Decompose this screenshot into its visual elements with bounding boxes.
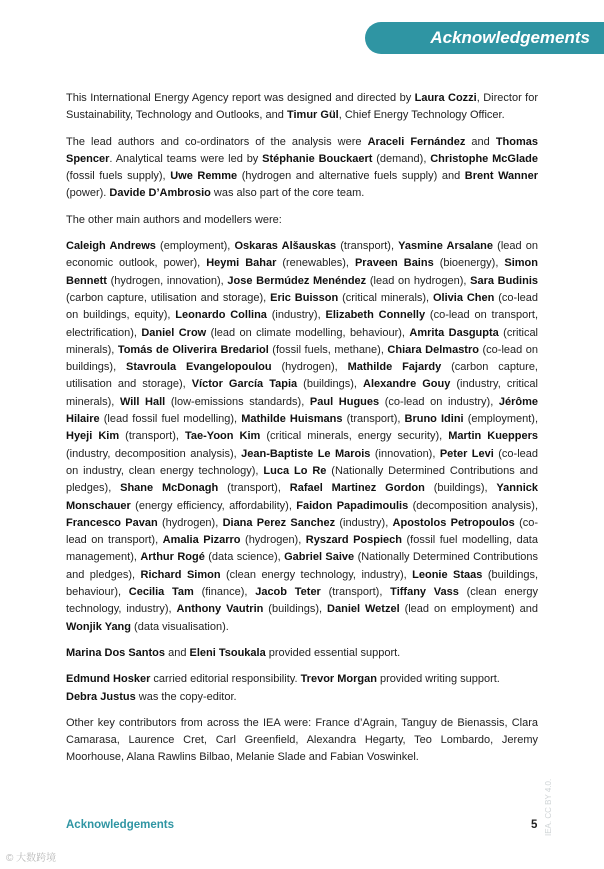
- author-role: (employment),: [463, 413, 539, 426]
- author-name: Mathilde Fajardy: [347, 361, 442, 374]
- author-name: Elizabeth Connelly: [325, 309, 426, 322]
- author-name: Amalia Pizarro: [162, 534, 241, 547]
- section-banner: [365, 22, 604, 54]
- author-role: (industry, critical minerals),: [66, 378, 538, 408]
- author-role: (critical minerals, energy security),: [260, 430, 449, 443]
- author-name: Daniel Wetzel: [327, 603, 400, 616]
- author-name: Francesco Pavan: [66, 516, 158, 529]
- author-name: Anthony Vautrin: [176, 603, 264, 616]
- author-role: (co-lead on transport, electrification),: [66, 309, 539, 339]
- author-name: Gabriel Saive: [284, 551, 355, 564]
- author-role: (innovation),: [370, 447, 440, 460]
- author-role: (hydrogen),: [271, 361, 348, 374]
- author-name: Paul Hugues: [309, 395, 380, 408]
- author-role: (fossil fuel modelling, data management),: [66, 534, 538, 564]
- author-name: Amrita Dasgupta: [409, 326, 499, 339]
- paragraph-support: Marina Dos Santos and Eleni Tsoukala provided essential support.: [66, 646, 401, 659]
- author-role: (critical minerals),: [66, 326, 539, 356]
- author-role: (low-emissions standards),: [165, 395, 310, 408]
- author-role: (transport),: [342, 413, 405, 426]
- author-name: Jean-Baptiste Le Marois: [241, 447, 371, 460]
- author-name: Jacob Teter: [255, 586, 321, 599]
- author-role: (co-lead on buildings),: [66, 343, 539, 374]
- license-text: IEA. CC BY 4.0.: [544, 778, 553, 836]
- author-name: Cecilia Tam: [128, 586, 194, 599]
- author-role: (decomposition analysis),: [408, 499, 539, 512]
- author-name: Jose Bermúdez Menéndez: [227, 274, 367, 287]
- paragraph-editorial: Edmund Hosker carried editorial responsibility. Trevor Morgan provided writing support. Debra Justus was the copy-editor.: [66, 673, 500, 703]
- paragraph-other-contributors: Other key contributors from across the IEA were: France d’Agrain, Tanguy de Bienassis, Clara Camarasa, Laurence Cret, Carl Greenfield, Alexandra Hegarty, Teo Lombardo, Jeremy Moorhouse, Alana Rawlins Bilbao, Melanie Slade and Fabian Voswinkel.: [66, 716, 538, 764]
- paragraph-lead-authors: The lead authors and co-ordinators of the analysis were Araceli Fernández and Thomas Spencer. Analytical teams were led by Stéphanie Bouckaert (demand), Christophe McGlade (fossil fuels supply), Uwe Remme (hydrogen and alternative fuels supply) and Brent Wanner (power). Davide D’Ambrosio was also part of the core team.: [66, 135, 539, 200]
- author-name: Caleigh Andrews: [66, 240, 156, 253]
- author-name: Rafael Martinez Gordon: [289, 482, 425, 495]
- author-name: Ryszard Pospiech: [305, 534, 402, 547]
- author-role: (buildings),: [263, 603, 328, 616]
- author-name: Praveen Bains: [354, 257, 434, 270]
- author-name: Oskaras Alšauskas: [234, 240, 337, 253]
- watermark: © 大数跨境: [6, 853, 57, 864]
- author-name: Mathilde Huismans: [241, 413, 343, 426]
- author-role: (buildings),: [297, 378, 363, 391]
- author-name: Martin Kueppers: [448, 430, 538, 443]
- author-role: (employment),: [155, 240, 235, 253]
- page-number: 5: [531, 819, 538, 831]
- author-name: Heymi Bahar: [206, 257, 277, 270]
- author-name: Tomás de Oliverira Bredariol: [117, 343, 269, 356]
- author-name: Víctor García Tapia: [191, 378, 298, 391]
- author-name: Tae-Yoon Kim: [185, 430, 261, 443]
- author-role: (buildings),: [424, 482, 497, 495]
- author-role: (industry),: [335, 516, 393, 529]
- author-name: Bruno Idini: [404, 413, 464, 426]
- author-role: (energy efficiency, affordability),: [130, 499, 297, 512]
- author-role: (co-lead on industry, clean energy technology),: [66, 447, 538, 477]
- author-role: (industry),: [266, 309, 326, 322]
- author-role: (lead on hydrogen),: [366, 274, 471, 287]
- author-name: Wonjik Yang: [66, 620, 131, 633]
- author-role: (renewables),: [276, 257, 355, 270]
- author-role: (lead on climate modelling, behaviour),: [206, 326, 410, 339]
- author-name: Yannick Monschauer: [66, 482, 538, 512]
- author-name: Hyeji Kim: [66, 430, 120, 443]
- author-name: Simon Bennett: [66, 257, 538, 287]
- author-name: Apostolos Petropoulos: [392, 516, 515, 529]
- author-role: (data visualisation).: [131, 620, 229, 633]
- author-name: Will Hall: [119, 395, 166, 408]
- author-name: Leonardo Collina: [175, 309, 267, 322]
- author-name: Eric Buisson: [270, 291, 339, 304]
- author-role: (transport),: [218, 482, 290, 495]
- author-role: (Nationally Determined Contributions and pledges),: [66, 464, 539, 495]
- author-name: Daniel Crow: [141, 326, 207, 339]
- author-name: Peter Levi: [439, 447, 494, 460]
- body-text: [66, 90, 538, 776]
- author-name: Leonie Staas: [412, 568, 483, 581]
- author-role: (hydrogen),: [240, 534, 306, 547]
- author-role: (co-lead on transport),: [66, 516, 539, 547]
- author-name: Tiffany Vass: [390, 586, 459, 599]
- author-name: Yasmine Arsalane: [398, 240, 494, 253]
- author-name: Olivia Chen: [433, 291, 495, 304]
- author-role: (clean energy technology, industry),: [66, 586, 538, 616]
- author-role: (bioenergy),: [433, 257, 505, 270]
- author-role: (co-lead on industry),: [379, 395, 499, 408]
- author-role: (data science),: [204, 551, 285, 564]
- author-name: Luca Lo Re: [263, 464, 327, 477]
- author-name: Shane McDonagh: [120, 482, 219, 495]
- author-role: (fossil fuels, methane),: [268, 343, 388, 356]
- author-name: Alexandre Gouy: [363, 378, 451, 391]
- paragraph-intro-authors: The other main authors and modellers were:: [66, 213, 282, 226]
- author-role: (buildings, behaviour),: [66, 568, 539, 599]
- author-role: (transport),: [320, 586, 391, 599]
- author-name: Arthur Rogé: [140, 551, 205, 564]
- author-role: (finance),: [193, 586, 256, 599]
- section-title: Acknowledgements: [430, 28, 590, 47]
- author-role: (lead on employment) and: [399, 603, 538, 616]
- author-role: (Nationally Determined Contributions and pledges),: [66, 551, 538, 581]
- author-name: Diana Perez Sanchez: [222, 516, 336, 529]
- author-name: Chiara Delmastro: [387, 343, 479, 356]
- author-role: (lead on economic outlook, power),: [66, 240, 538, 270]
- author-name: Faidon Papadimoulis: [296, 499, 409, 512]
- author-name: Stavroula Evangelopoulou: [126, 361, 272, 374]
- author-role: (clean energy technology, industry),: [220, 568, 413, 581]
- author-role: (carbon capture, utilisation and storage),: [66, 291, 271, 304]
- author-name: Jérôme Hilaire: [66, 395, 539, 426]
- footer-section-label: Acknowledgements: [66, 819, 174, 831]
- author-name: Sara Budinis: [470, 274, 538, 287]
- author-role: (transport),: [336, 240, 399, 253]
- author-role: (critical minerals),: [338, 291, 433, 304]
- author-role: (lead fossil fuel modelling),: [99, 413, 242, 426]
- author-role: (transport),: [119, 430, 185, 443]
- author-name: Richard Simon: [140, 568, 221, 581]
- author-role: (hydrogen, innovation),: [106, 274, 228, 287]
- author-role: (hydrogen),: [157, 516, 223, 529]
- paragraph-direction: This International Energy Agency report was designed and directed by Laura Cozzi, Director for Sustainability, Technology and Outlooks, and Timur Gül, Chief Energy Technology Officer.: [66, 92, 538, 122]
- author-role: (co-lead on buildings, equity),: [66, 291, 538, 322]
- author-role: (carbon capture, utilisation and storage),: [66, 361, 538, 391]
- authors-list: [66, 238, 538, 636]
- author-role: (industry, decomposition analysis),: [66, 447, 242, 460]
